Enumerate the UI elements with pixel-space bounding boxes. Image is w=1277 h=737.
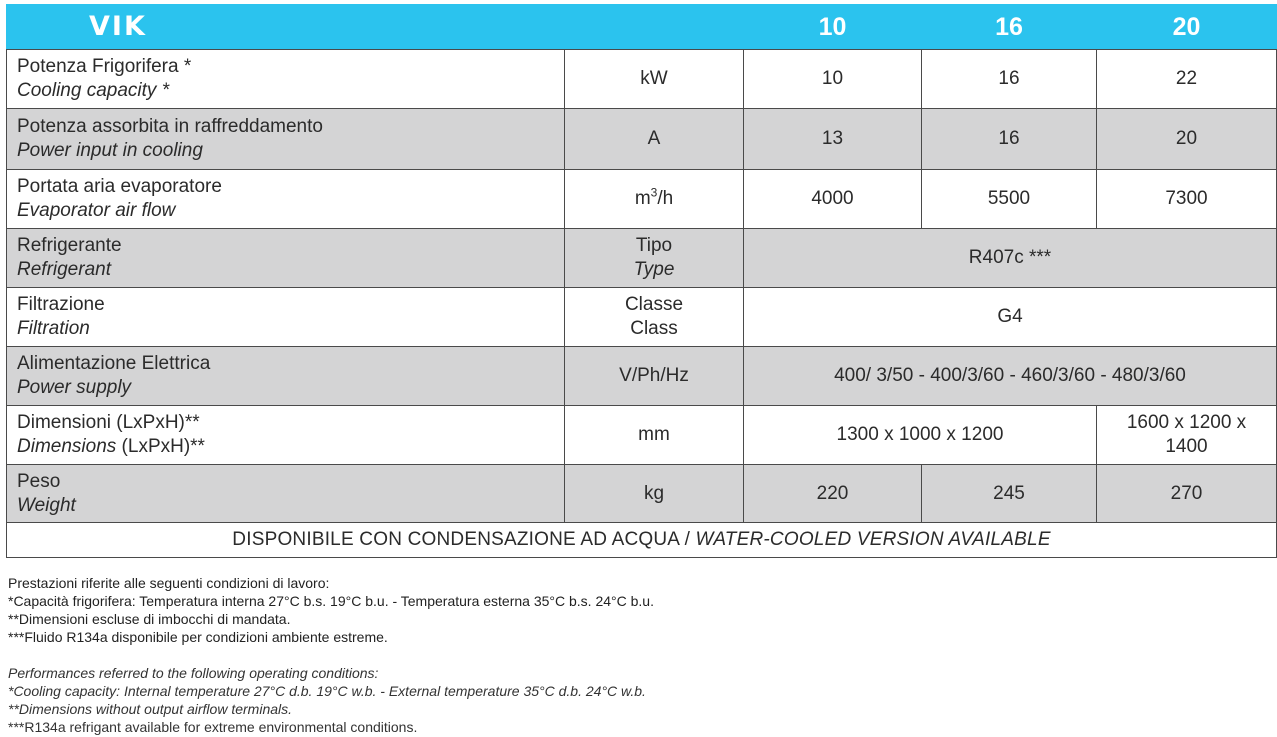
model-header-16: 16 — [922, 5, 1097, 50]
note-line: *Cooling capacity: Internal temperature 27°C d.b. 19°C w.b. - External temperature 35°C d.b. 24°C w.b. — [8, 683, 646, 699]
notes-italian — [8, 574, 654, 646]
brand-title: VIK — [7, 5, 565, 50]
unit-italian: Tipo — [635, 235, 673, 256]
value-cell: 22 — [1097, 50, 1277, 109]
value-cell: 20 — [1097, 109, 1277, 170]
label-italian: Filtrazione — [17, 294, 105, 315]
note-line: *Capacità frigorifera: Temperatura interna 27°C b.s. 19°C b.u. - Temperatura esterna 35°C b.s. 24°C b.u. — [8, 593, 654, 609]
row-label — [7, 288, 565, 347]
label-english — [17, 435, 564, 459]
unit-base: m — [634, 188, 651, 209]
unit-cell: mm — [565, 406, 744, 465]
row-label — [7, 465, 565, 523]
label-english: Weight — [17, 494, 76, 516]
table-row-air-flow — [7, 170, 1277, 229]
unit-tail: /h — [657, 188, 674, 209]
table-row-weight — [7, 465, 1277, 523]
label-italian: Dimensioni (LxPxH)** — [17, 412, 200, 433]
note-line: Prestazioni riferite alle seguenti condizioni di lavoro: — [8, 575, 330, 591]
label-english-suffix: (LxPxH)** — [116, 436, 205, 457]
label-english: Power supply — [17, 377, 132, 398]
value-cell: 5500 — [922, 170, 1097, 229]
note-line: ***R134a refrigant available for extreme environmental conditions. — [8, 719, 418, 735]
row-label — [7, 170, 565, 229]
value-cell: 245 — [922, 465, 1097, 523]
label-italian: Alimentazione Elettrica — [17, 353, 211, 374]
unit-cell: kg — [565, 465, 744, 523]
value-cell-merged: 400/ 3/50 - 400/3/60 - 460/3/60 - 480/3/60 — [744, 347, 1277, 406]
unit-cell: V/Ph/Hz — [565, 347, 744, 406]
model-header-20: 20 — [1097, 5, 1277, 50]
value-cell: 270 — [1097, 465, 1277, 523]
row-label — [7, 109, 565, 170]
label-italian: Potenza Frigorifera * — [17, 56, 192, 77]
value-cell: 220 — [744, 465, 922, 523]
spec-table — [6, 4, 1277, 558]
row-label — [7, 50, 565, 109]
unit-superscript: 3 — [650, 185, 658, 200]
unit-english: Class — [630, 318, 678, 339]
note-line: Performances referred to the following operating conditions: — [8, 665, 379, 681]
note-line: **Dimensioni escluse di imbocchi di mandata. — [8, 611, 291, 627]
value-cell: 16 — [922, 109, 1097, 170]
table-row-power-input — [7, 109, 1277, 170]
value-cell-merged: G4 — [744, 288, 1277, 347]
unit-cell — [565, 170, 744, 229]
label-italian: Portata aria evaporatore — [17, 176, 222, 197]
value-cell-merged: 1300 x 1000 x 1200 — [744, 406, 1097, 465]
unit-cell: kW — [565, 50, 744, 109]
row-label — [7, 347, 565, 406]
header-row — [7, 5, 1277, 50]
value-cell-merged: R407c *** — [744, 229, 1277, 288]
model-header-10: 10 — [744, 5, 922, 50]
value-cell: 7300 — [1097, 170, 1277, 229]
value-cell: 16 — [922, 50, 1097, 109]
unit-cell — [565, 229, 744, 288]
value-cell: 10 — [744, 50, 922, 109]
notes-english — [8, 664, 646, 736]
value-cell: 4000 — [744, 170, 922, 229]
table-footer-row — [7, 523, 1277, 558]
label-italian: Peso — [17, 470, 61, 492]
unit-header — [565, 5, 744, 50]
table-row-power-supply — [7, 347, 1277, 406]
row-label — [7, 406, 565, 465]
unit-cell: A — [565, 109, 744, 170]
unit-english: Type — [633, 259, 675, 280]
table-row-cooling-capacity — [7, 50, 1277, 109]
label-english: Filtration — [17, 318, 90, 339]
unit-italian: Classe — [624, 294, 684, 315]
note-line: **Dimensions without output airflow terminals. — [8, 701, 293, 717]
row-label — [7, 229, 565, 288]
value-cell: 13 — [744, 109, 922, 170]
footer-english: WATER-COOLED VERSION AVAILABLE — [695, 529, 1051, 550]
label-english: Power input in cooling — [17, 140, 203, 161]
footer-italian: DISPONIBILE CON CONDENSAZIONE AD ACQUA / — [232, 529, 696, 550]
table-row-dimensions — [7, 406, 1277, 465]
value-cell — [1097, 406, 1277, 465]
water-cooled-note — [7, 523, 1277, 558]
table-row-refrigerant — [7, 229, 1277, 288]
table-row-filtration — [7, 288, 1277, 347]
label-italian: Potenza assorbita in raffreddamento — [17, 116, 323, 137]
label-english: Evaporator air flow — [17, 200, 176, 221]
value-line-2: 1400 — [1165, 436, 1208, 457]
label-english-italic: Dimensions — [17, 436, 117, 457]
value-line-1: 1600 x 1200 x — [1126, 412, 1247, 433]
label-english: Cooling capacity * — [17, 80, 170, 101]
note-line: ***Fluido R134a disponibile per condizioni ambiente estreme. — [8, 629, 388, 645]
label-italian: Refrigerante — [17, 235, 122, 256]
unit-cell — [565, 288, 744, 347]
label-english: Refrigerant — [17, 259, 111, 280]
